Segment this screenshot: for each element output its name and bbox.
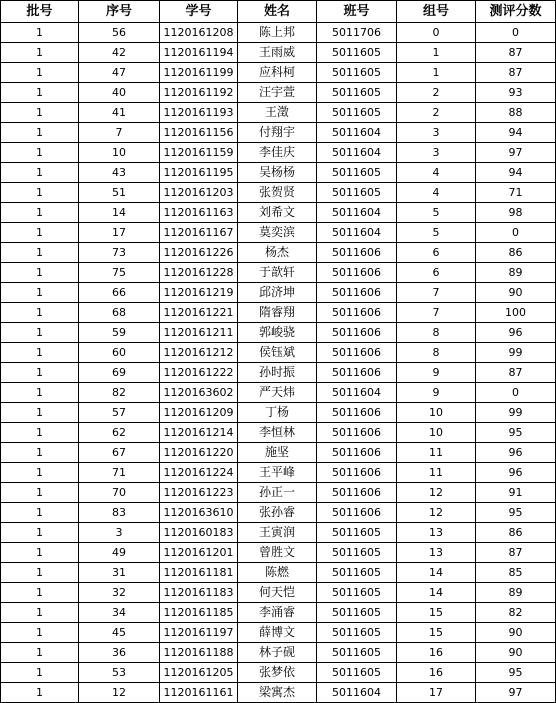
cell-student-id[interactable]: 1120161193	[160, 103, 238, 123]
cell-class[interactable]: 5011605	[317, 183, 397, 203]
cell-group[interactable]: 15	[397, 623, 476, 643]
cell-student-id[interactable]: 1120161199	[160, 63, 238, 83]
cell-name[interactable]: 何天恺	[238, 583, 317, 603]
cell-group[interactable]: 0	[397, 23, 476, 43]
cell-seq[interactable]: 82	[79, 383, 160, 403]
cell-class[interactable]: 5011605	[317, 83, 397, 103]
cell-class[interactable]: 5011605	[317, 643, 397, 663]
cell-seq[interactable]: 60	[79, 343, 160, 363]
cell-class[interactable]: 5011606	[317, 283, 397, 303]
cell-batch[interactable]: 1	[1, 623, 79, 643]
cell-student-id[interactable]: 1120161159	[160, 143, 238, 163]
cell-group[interactable]: 14	[397, 583, 476, 603]
cell-name[interactable]: 王雨威	[238, 43, 317, 63]
cell-score[interactable]: 93	[476, 83, 556, 103]
cell-class[interactable]: 5011605	[317, 663, 397, 683]
cell-score[interactable]: 82	[476, 603, 556, 623]
cell-seq[interactable]: 32	[79, 583, 160, 603]
cell-batch[interactable]: 1	[1, 43, 79, 63]
cell-seq[interactable]: 69	[79, 363, 160, 383]
cell-group[interactable]: 10	[397, 423, 476, 443]
cell-group[interactable]: 15	[397, 603, 476, 623]
cell-class[interactable]: 5011604	[317, 203, 397, 223]
cell-student-id[interactable]: 1120161192	[160, 83, 238, 103]
cell-batch[interactable]: 1	[1, 603, 79, 623]
cell-seq[interactable]: 51	[79, 183, 160, 203]
cell-score[interactable]: 96	[476, 443, 556, 463]
header-class: 班号	[317, 1, 397, 23]
cell-group[interactable]: 5	[397, 203, 476, 223]
cell-student-id[interactable]: 1120161161	[160, 683, 238, 703]
cell-group[interactable]: 12	[397, 483, 476, 503]
cell-seq[interactable]: 53	[79, 663, 160, 683]
cell-group[interactable]: 13	[397, 543, 476, 563]
cell-batch[interactable]: 1	[1, 323, 79, 343]
cell-group[interactable]: 4	[397, 163, 476, 183]
cell-group[interactable]: 8	[397, 343, 476, 363]
cell-score[interactable]: 97	[476, 683, 556, 703]
cell-score[interactable]: 71	[476, 183, 556, 203]
cell-score[interactable]: 89	[476, 263, 556, 283]
cell-batch[interactable]: 1	[1, 63, 79, 83]
cell-score[interactable]: 87	[476, 363, 556, 383]
table-row	[1, 443, 556, 463]
cell-class[interactable]: 5011605	[317, 63, 397, 83]
cell-seq[interactable]: 70	[79, 483, 160, 503]
cell-group[interactable]: 9	[397, 383, 476, 403]
cell-group[interactable]: 7	[397, 283, 476, 303]
cell-score[interactable]: 97	[476, 143, 556, 163]
cell-batch[interactable]: 1	[1, 523, 79, 543]
cell-name[interactable]: 李恒林	[238, 423, 317, 443]
cell-batch[interactable]: 1	[1, 223, 79, 243]
cell-name[interactable]: 丁杨	[238, 403, 317, 423]
table-row	[1, 483, 556, 503]
cell-name[interactable]: 张孙睿	[238, 503, 317, 523]
cell-batch[interactable]: 1	[1, 183, 79, 203]
cell-score[interactable]: 96	[476, 463, 556, 483]
cell-seq[interactable]: 42	[79, 43, 160, 63]
cell-group[interactable]: 16	[397, 663, 476, 683]
cell-batch[interactable]: 1	[1, 463, 79, 483]
cell-student-id[interactable]: 1120161208	[160, 23, 238, 43]
cell-name[interactable]: 付翔宇	[238, 123, 317, 143]
cell-score[interactable]: 85	[476, 563, 556, 583]
cell-class[interactable]: 5011605	[317, 563, 397, 583]
cell-batch[interactable]: 1	[1, 163, 79, 183]
header-group: 组号	[397, 1, 476, 23]
cell-seq[interactable]: 56	[79, 23, 160, 43]
cell-group[interactable]: 2	[397, 83, 476, 103]
cell-name[interactable]: 王平峰	[238, 463, 317, 483]
cell-name[interactable]: 侯钰斌	[238, 343, 317, 363]
table-row	[1, 603, 556, 623]
cell-group[interactable]: 5	[397, 223, 476, 243]
cell-student-id[interactable]: 1120161197	[160, 623, 238, 643]
cell-name[interactable]: 张贺贤	[238, 183, 317, 203]
cell-name[interactable]: 邱济坤	[238, 283, 317, 303]
cell-class[interactable]: 5011606	[317, 243, 397, 263]
cell-class[interactable]: 5011606	[317, 443, 397, 463]
cell-score[interactable]: 87	[476, 63, 556, 83]
cell-name[interactable]: 薛博文	[238, 623, 317, 643]
cell-seq[interactable]: 31	[79, 563, 160, 583]
cell-seq[interactable]: 41	[79, 103, 160, 123]
cell-batch[interactable]: 1	[1, 663, 79, 683]
cell-score[interactable]: 87	[476, 43, 556, 63]
cell-seq[interactable]: 83	[79, 503, 160, 523]
cell-group[interactable]: 10	[397, 403, 476, 423]
cell-name[interactable]: 吴杨杨	[238, 163, 317, 183]
cell-batch[interactable]: 1	[1, 403, 79, 423]
table-row	[1, 523, 556, 543]
cell-student-id[interactable]: 1120161212	[160, 343, 238, 363]
table-row	[1, 283, 556, 303]
cell-score[interactable]: 96	[476, 323, 556, 343]
cell-student-id[interactable]: 1120161223	[160, 483, 238, 503]
cell-score[interactable]: 86	[476, 243, 556, 263]
cell-name[interactable]: 陈燃	[238, 563, 317, 583]
cell-class[interactable]: 5011605	[317, 163, 397, 183]
table-row	[1, 123, 556, 143]
cell-batch[interactable]: 1	[1, 203, 79, 223]
cell-score[interactable]: 95	[476, 663, 556, 683]
cell-score[interactable]: 99	[476, 343, 556, 363]
cell-student-id[interactable]: 1120161220	[160, 443, 238, 463]
cell-score[interactable]: 90	[476, 623, 556, 643]
cell-batch[interactable]: 1	[1, 483, 79, 503]
cell-class[interactable]: 5011606	[317, 323, 397, 343]
table-row	[1, 623, 556, 643]
cell-student-id[interactable]: 1120161185	[160, 603, 238, 623]
cell-score[interactable]: 0	[476, 223, 556, 243]
cell-group[interactable]: 1	[397, 63, 476, 83]
cell-student-id[interactable]: 1120161195	[160, 163, 238, 183]
cell-score[interactable]: 90	[476, 643, 556, 663]
table-row	[1, 403, 556, 423]
cell-class[interactable]: 5011606	[317, 463, 397, 483]
cell-seq[interactable]: 59	[79, 323, 160, 343]
cell-name[interactable]: 陈上邦	[238, 23, 317, 43]
cell-seq[interactable]: 10	[79, 143, 160, 163]
cell-seq[interactable]: 36	[79, 643, 160, 663]
cell-batch[interactable]: 1	[1, 103, 79, 123]
cell-class[interactable]: 5011605	[317, 523, 397, 543]
cell-student-id[interactable]: 1120163610	[160, 503, 238, 523]
cell-group[interactable]: 12	[397, 503, 476, 523]
cell-class[interactable]: 5011604	[317, 143, 397, 163]
cell-batch[interactable]: 1	[1, 283, 79, 303]
cell-student-id[interactable]: 1120160183	[160, 523, 238, 543]
table-row	[1, 363, 556, 383]
cell-batch[interactable]: 1	[1, 363, 79, 383]
cell-seq[interactable]: 67	[79, 443, 160, 463]
cell-score[interactable]: 98	[476, 203, 556, 223]
cell-batch[interactable]: 1	[1, 83, 79, 103]
cell-class[interactable]: 5011606	[317, 503, 397, 523]
table-row	[1, 563, 556, 583]
cell-student-id[interactable]: 1120161224	[160, 463, 238, 483]
cell-class[interactable]: 5011605	[317, 103, 397, 123]
table-row	[1, 243, 556, 263]
cell-seq[interactable]: 40	[79, 83, 160, 103]
cell-student-id[interactable]: 1120161167	[160, 223, 238, 243]
cell-name[interactable]: 王寅润	[238, 523, 317, 543]
cell-student-id[interactable]: 1120161181	[160, 563, 238, 583]
cell-batch[interactable]: 1	[1, 243, 79, 263]
cell-class[interactable]: 5011604	[317, 383, 397, 403]
cell-name[interactable]: 梁寓杰	[238, 683, 317, 703]
cell-score[interactable]: 90	[476, 283, 556, 303]
cell-batch[interactable]: 1	[1, 343, 79, 363]
cell-group[interactable]: 7	[397, 303, 476, 323]
table-row	[1, 643, 556, 663]
cell-seq[interactable]: 45	[79, 623, 160, 643]
table-row	[1, 543, 556, 563]
cell-group[interactable]: 3	[397, 143, 476, 163]
cell-class[interactable]: 5011605	[317, 43, 397, 63]
cell-seq[interactable]: 71	[79, 463, 160, 483]
cell-student-id[interactable]: 1120161188	[160, 643, 238, 663]
cell-seq[interactable]: 73	[79, 243, 160, 263]
cell-student-id[interactable]: 1120161219	[160, 283, 238, 303]
cell-group[interactable]: 17	[397, 683, 476, 703]
cell-name[interactable]: 曾胜文	[238, 543, 317, 563]
cell-class[interactable]: 5011606	[317, 423, 397, 443]
table-row	[1, 263, 556, 283]
table-row	[1, 83, 556, 103]
cell-name[interactable]: 王澂	[238, 103, 317, 123]
cell-group[interactable]: 1	[397, 43, 476, 63]
cell-score[interactable]: 89	[476, 583, 556, 603]
table-row	[1, 183, 556, 203]
cell-group[interactable]: 11	[397, 443, 476, 463]
table-row	[1, 303, 556, 323]
cell-group[interactable]: 3	[397, 123, 476, 143]
cell-name[interactable]: 应科柯	[238, 63, 317, 83]
cell-score[interactable]: 88	[476, 103, 556, 123]
cell-class[interactable]: 5011604	[317, 123, 397, 143]
cell-class[interactable]: 5011606	[317, 363, 397, 383]
cell-student-id[interactable]: 1120161163	[160, 203, 238, 223]
cell-student-id[interactable]: 1120161156	[160, 123, 238, 143]
cell-seq[interactable]: 66	[79, 283, 160, 303]
cell-seq[interactable]: 12	[79, 683, 160, 703]
cell-batch[interactable]: 1	[1, 123, 79, 143]
cell-student-id[interactable]: 1120161205	[160, 663, 238, 683]
table-row	[1, 683, 556, 703]
header-score: 测评分数	[476, 1, 556, 23]
cell-batch[interactable]: 1	[1, 583, 79, 603]
cell-student-id[interactable]: 1120161226	[160, 243, 238, 263]
header-seq: 序号	[79, 1, 160, 23]
cell-group[interactable]: 14	[397, 563, 476, 583]
cell-class[interactable]: 5011604	[317, 683, 397, 703]
cell-group[interactable]: 16	[397, 643, 476, 663]
cell-seq[interactable]: 3	[79, 523, 160, 543]
cell-student-id[interactable]: 1120161201	[160, 543, 238, 563]
cell-name[interactable]: 李佳庆	[238, 143, 317, 163]
cell-batch[interactable]: 1	[1, 303, 79, 323]
cell-batch[interactable]: 1	[1, 23, 79, 43]
cell-name[interactable]: 林子砚	[238, 643, 317, 663]
table-body	[1, 23, 556, 703]
cell-score[interactable]: 94	[476, 123, 556, 143]
cell-group[interactable]: 6	[397, 243, 476, 263]
cell-batch[interactable]: 1	[1, 443, 79, 463]
cell-name[interactable]: 于歆轩	[238, 263, 317, 283]
table-row	[1, 63, 556, 83]
cell-score[interactable]: 95	[476, 503, 556, 523]
cell-class[interactable]: 5011606	[317, 483, 397, 503]
cell-student-id[interactable]: 1120161183	[160, 583, 238, 603]
cell-score[interactable]: 87	[476, 543, 556, 563]
cell-class[interactable]: 5011605	[317, 623, 397, 643]
cell-score[interactable]: 94	[476, 163, 556, 183]
table-row	[1, 463, 556, 483]
cell-name[interactable]: 张梦依	[238, 663, 317, 683]
cell-name[interactable]: 隋睿翔	[238, 303, 317, 323]
cell-class[interactable]: 5011706	[317, 23, 397, 43]
cell-name[interactable]: 孙正一	[238, 483, 317, 503]
cell-class[interactable]: 5011605	[317, 583, 397, 603]
table-row	[1, 383, 556, 403]
cell-group[interactable]: 6	[397, 263, 476, 283]
cell-batch[interactable]: 1	[1, 503, 79, 523]
table-row	[1, 203, 556, 223]
cell-class[interactable]: 5011606	[317, 263, 397, 283]
cell-name[interactable]: 汪宇萱	[238, 83, 317, 103]
cell-group[interactable]: 8	[397, 323, 476, 343]
table-row	[1, 23, 556, 43]
cell-name[interactable]: 杨杰	[238, 243, 317, 263]
table-row	[1, 583, 556, 603]
cell-seq[interactable]: 47	[79, 63, 160, 83]
cell-batch[interactable]: 1	[1, 543, 79, 563]
table-row	[1, 143, 556, 163]
cell-batch[interactable]: 1	[1, 263, 79, 283]
header-row	[1, 1, 556, 23]
cell-seq[interactable]: 14	[79, 203, 160, 223]
cell-seq[interactable]: 7	[79, 123, 160, 143]
header-name: 姓名	[238, 1, 317, 23]
cell-seq[interactable]: 68	[79, 303, 160, 323]
cell-group[interactable]: 9	[397, 363, 476, 383]
cell-score[interactable]: 99	[476, 403, 556, 423]
cell-score[interactable]: 86	[476, 523, 556, 543]
table-row	[1, 503, 556, 523]
header-batch: 批号	[1, 1, 79, 23]
cell-score[interactable]: 0	[476, 23, 556, 43]
cell-student-id[interactable]: 1120161203	[160, 183, 238, 203]
cell-student-id[interactable]: 1120161228	[160, 263, 238, 283]
cell-seq[interactable]: 62	[79, 423, 160, 443]
cell-name[interactable]: 李涌睿	[238, 603, 317, 623]
cell-batch[interactable]: 1	[1, 683, 79, 703]
cell-name[interactable]: 郭峻骁	[238, 323, 317, 343]
cell-class[interactable]: 5011606	[317, 303, 397, 323]
cell-student-id[interactable]: 1120163602	[160, 383, 238, 403]
table-row	[1, 163, 556, 183]
cell-seq[interactable]: 43	[79, 163, 160, 183]
cell-class[interactable]: 5011605	[317, 603, 397, 623]
cell-student-id[interactable]: 1120161211	[160, 323, 238, 343]
cell-batch[interactable]: 1	[1, 563, 79, 583]
cell-student-id[interactable]: 1120161194	[160, 43, 238, 63]
cell-student-id[interactable]: 1120161214	[160, 423, 238, 443]
cell-seq[interactable]: 57	[79, 403, 160, 423]
table-row	[1, 223, 556, 243]
cell-student-id[interactable]: 1120161222	[160, 363, 238, 383]
cell-name[interactable]: 刘希文	[238, 203, 317, 223]
cell-seq[interactable]: 34	[79, 603, 160, 623]
cell-seq[interactable]: 17	[79, 223, 160, 243]
cell-score[interactable]: 95	[476, 423, 556, 443]
cell-group[interactable]: 11	[397, 463, 476, 483]
cell-seq[interactable]: 49	[79, 543, 160, 563]
table-row	[1, 103, 556, 123]
cell-score[interactable]: 91	[476, 483, 556, 503]
cell-student-id[interactable]: 1120161221	[160, 303, 238, 323]
cell-group[interactable]: 4	[397, 183, 476, 203]
cell-class[interactable]: 5011606	[317, 403, 397, 423]
table-row	[1, 423, 556, 443]
cell-score[interactable]: 0	[476, 383, 556, 403]
cell-name[interactable]: 孙时振	[238, 363, 317, 383]
cell-class[interactable]: 5011605	[317, 543, 397, 563]
table-row	[1, 43, 556, 63]
table-row	[1, 323, 556, 343]
cell-batch[interactable]: 1	[1, 383, 79, 403]
cell-name[interactable]: 施坚	[238, 443, 317, 463]
cell-batch[interactable]: 1	[1, 643, 79, 663]
cell-group[interactable]: 2	[397, 103, 476, 123]
cell-batch[interactable]: 1	[1, 423, 79, 443]
cell-score[interactable]: 100	[476, 303, 556, 323]
cell-group[interactable]: 13	[397, 523, 476, 543]
cell-name[interactable]: 严天炜	[238, 383, 317, 403]
table-row	[1, 663, 556, 683]
cell-class[interactable]: 5011604	[317, 223, 397, 243]
cell-name[interactable]: 莫奕滨	[238, 223, 317, 243]
cell-class[interactable]: 5011606	[317, 343, 397, 363]
table-row	[1, 343, 556, 363]
header-student-id: 学号	[160, 1, 238, 23]
cell-seq[interactable]: 75	[79, 263, 160, 283]
cell-student-id[interactable]: 1120161209	[160, 403, 238, 423]
cell-batch[interactable]: 1	[1, 143, 79, 163]
